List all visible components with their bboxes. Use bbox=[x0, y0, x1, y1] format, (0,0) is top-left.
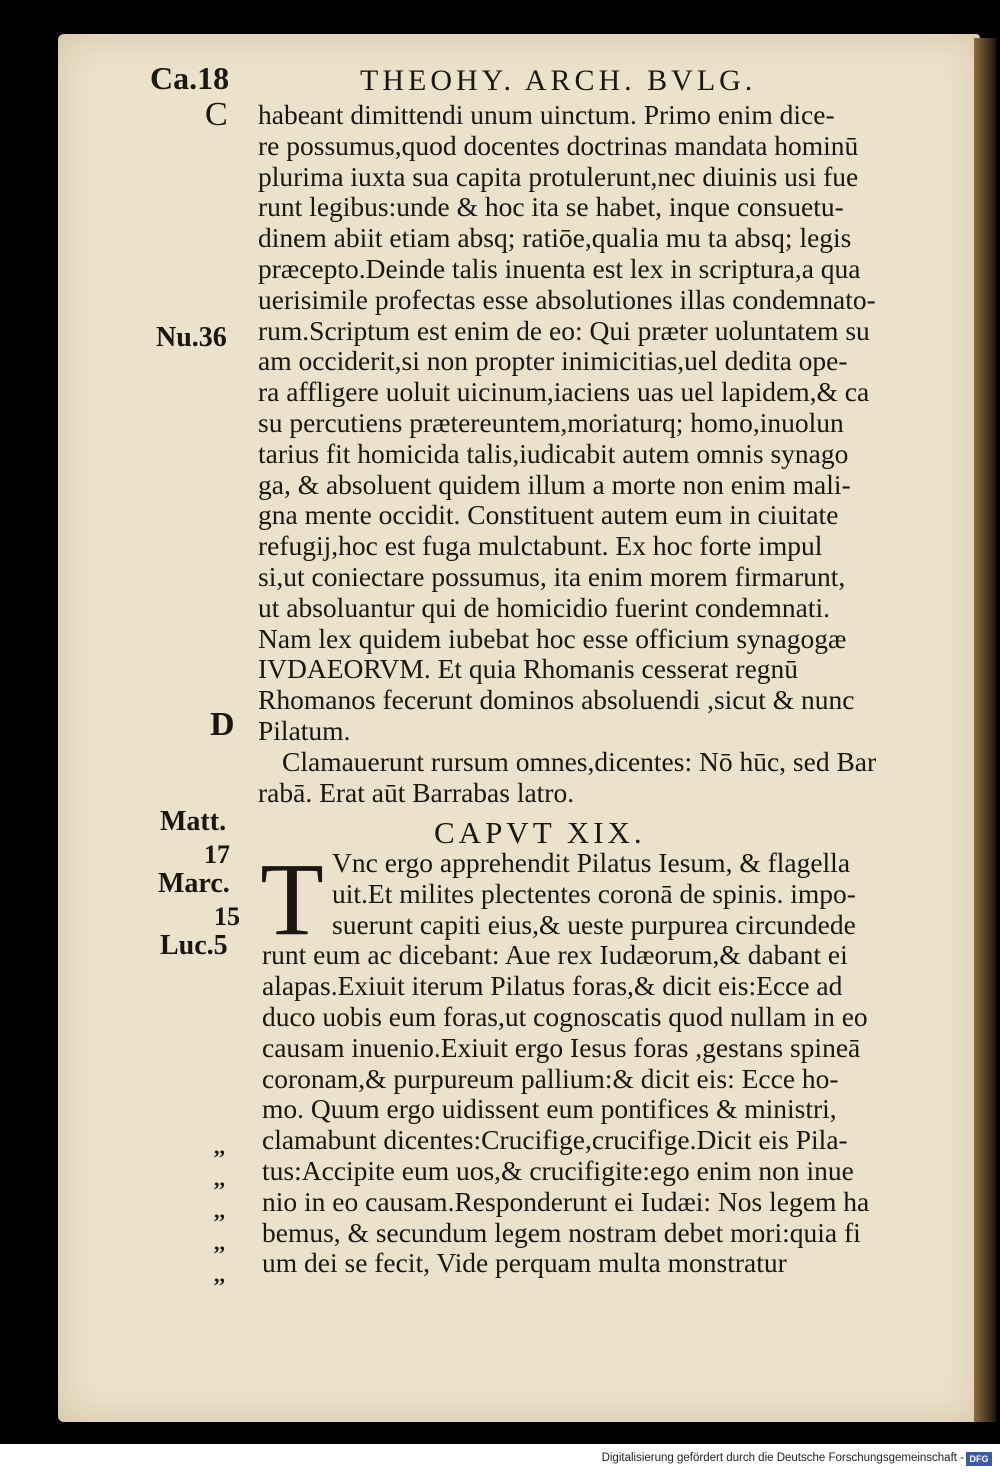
text-line: refugij,hoc est fuga mulctabunt. Ex hoc forte impul bbox=[258, 531, 823, 562]
quote-mark: ,, bbox=[214, 1166, 225, 1191]
quote-mark: ,, bbox=[214, 1262, 225, 1287]
margin-letter-c: C bbox=[205, 96, 228, 133]
text-line: habeant dimittendi unum uinctum. Primo enim dice- bbox=[258, 100, 835, 130]
text-line: Nam lex quidem iubebat hoc esse officium synagogæ bbox=[258, 623, 847, 654]
text-line: runt eum ac dicebant: Aue rex Iudæorum,& dabant ei bbox=[262, 940, 848, 971]
text-line: IVDAEORVM. Et quia Rhomanis cesserat regnū bbox=[258, 654, 799, 685]
text-line: rum.Scriptum est enim de eo: Qui præter uoluntatem su bbox=[258, 315, 870, 346]
body-text bbox=[258, 100, 958, 808]
drop-cap: T bbox=[260, 842, 324, 957]
text-line: tarius fit homicida talis,iudicabit autem omnis synago bbox=[258, 438, 849, 469]
book-gutter bbox=[974, 38, 996, 1422]
text-line: re possumus,quod docentes doctrinas mandata hominū bbox=[258, 130, 859, 161]
text-line: si,ut coniectare possumus, ita enim morem firmarunt, bbox=[258, 561, 846, 592]
text-line: ut absoluantur qui de homicidio fuerint condemnati. bbox=[258, 592, 831, 623]
margin-ref-mark-num: 15 bbox=[214, 902, 240, 931]
text-line: præcepto.Deinde talis inuenta est lex in scriptura,a qua bbox=[258, 253, 861, 284]
text-line: ga, & absoluent quidem illum a morte non enim mali- bbox=[258, 469, 851, 500]
text-line: su percutiens prætereuntem,moriaturq; homo,inuolun bbox=[258, 407, 844, 438]
quote-mark: ,, bbox=[214, 1198, 225, 1223]
text-line: clamabunt dicentes:Crucifige,crucifige.Dicit eis Pila- bbox=[262, 1125, 848, 1156]
margin-letter-d: D bbox=[210, 706, 235, 743]
margin-ref-luke: Luc.5 bbox=[160, 930, 228, 961]
text-line: runt legibus:unde & hoc ita se habet, inque consuetu- bbox=[258, 192, 844, 223]
text-line: suerunt capiti eius,& ueste purpurea circundede bbox=[332, 909, 856, 940]
chapter-heading: CAPVT XIX. bbox=[434, 815, 646, 850]
text-line: gna mente occidit. Constituent autem eum in ciuitate bbox=[258, 500, 839, 531]
text-line: nio in eo causam.Responderunt ei Iudæi: Nos legem ha bbox=[262, 1186, 870, 1217]
text-line: Pilatum. bbox=[258, 715, 351, 746]
text-line: tus:Accipite eum uos,& crucifigite:ego enim non inue bbox=[262, 1155, 854, 1186]
text-line: uerisimile profectas esse absolutiones illas condemnato- bbox=[258, 284, 876, 315]
chapter-text bbox=[262, 848, 962, 1279]
margin-ref-mark: Marc. bbox=[158, 868, 230, 899]
text-line: Rhomanos fecerunt dominos absoluendi ,sicut & nunc bbox=[258, 685, 855, 716]
running-header bbox=[0, 60, 1000, 100]
chapter-marker: Ca.18 bbox=[150, 60, 230, 96]
text-line: rabā. Erat aūt Barrabas latro. bbox=[258, 777, 575, 808]
margin-ref-matthew: Matt. bbox=[160, 806, 227, 837]
footer-bar bbox=[0, 1444, 1000, 1474]
margin-ref-numbers: Nu.36 bbox=[156, 322, 227, 353]
text-line: Clamauerunt rursum omnes,dicentes: Nō hūc, sed Bar bbox=[282, 746, 877, 777]
text-line: bemus, & secundum legem nostram debet mori:quia fi bbox=[262, 1217, 861, 1248]
text-line: coronam,& purpureum pallium:& dicit eis: Ecce ho- bbox=[262, 1063, 839, 1094]
text-line: duco uobis eum foras,ut cognoscatis quod nullam in eo bbox=[262, 1001, 868, 1032]
funding-credit: Digitalisierung gefördert durch die Deutsche Forschungsgemeinschaft - bbox=[601, 1452, 964, 1464]
text-line: causam inuenio.Exiuit ergo Iesus foras ,gestans spineā bbox=[262, 1032, 861, 1063]
text-line: uit.Et milites plectentes coronā de spinis. impo- bbox=[332, 878, 856, 909]
text-line: um dei se fecit, Vide perquam multa monstratur bbox=[262, 1248, 787, 1279]
margin-ref-matthew-num: 17 bbox=[204, 840, 230, 869]
dfg-logo: DFG bbox=[966, 1452, 992, 1466]
quote-mark: ,, bbox=[214, 1230, 225, 1255]
quote-mark: ,, bbox=[214, 1134, 225, 1159]
text-line: ra affligere uoluit uicinum,iaciens uas uel lapidem,& ca bbox=[258, 377, 870, 408]
text-line: alapas.Exiuit iterum Pilatus foras,& dicit eis:Ecce ad bbox=[262, 971, 843, 1002]
text-line: dinem abiit etiam absq; ratiōe,qualia mu ta absq; legis bbox=[258, 223, 852, 254]
text-line: Vnc ergo apprehendit Pilatus Iesum, & flagella bbox=[332, 848, 851, 878]
text-line: mo. Quum ergo uidissent eum pontifices & ministri, bbox=[262, 1094, 837, 1125]
text-line: am occiderit,si non propter inimicitias,uel dedita ope- bbox=[258, 346, 848, 377]
running-title: THEOHY. ARCH. BVLG. bbox=[360, 64, 757, 97]
text-line: plurima iuxta sua capita protulerunt,nec diuinis usi fue bbox=[258, 161, 859, 192]
